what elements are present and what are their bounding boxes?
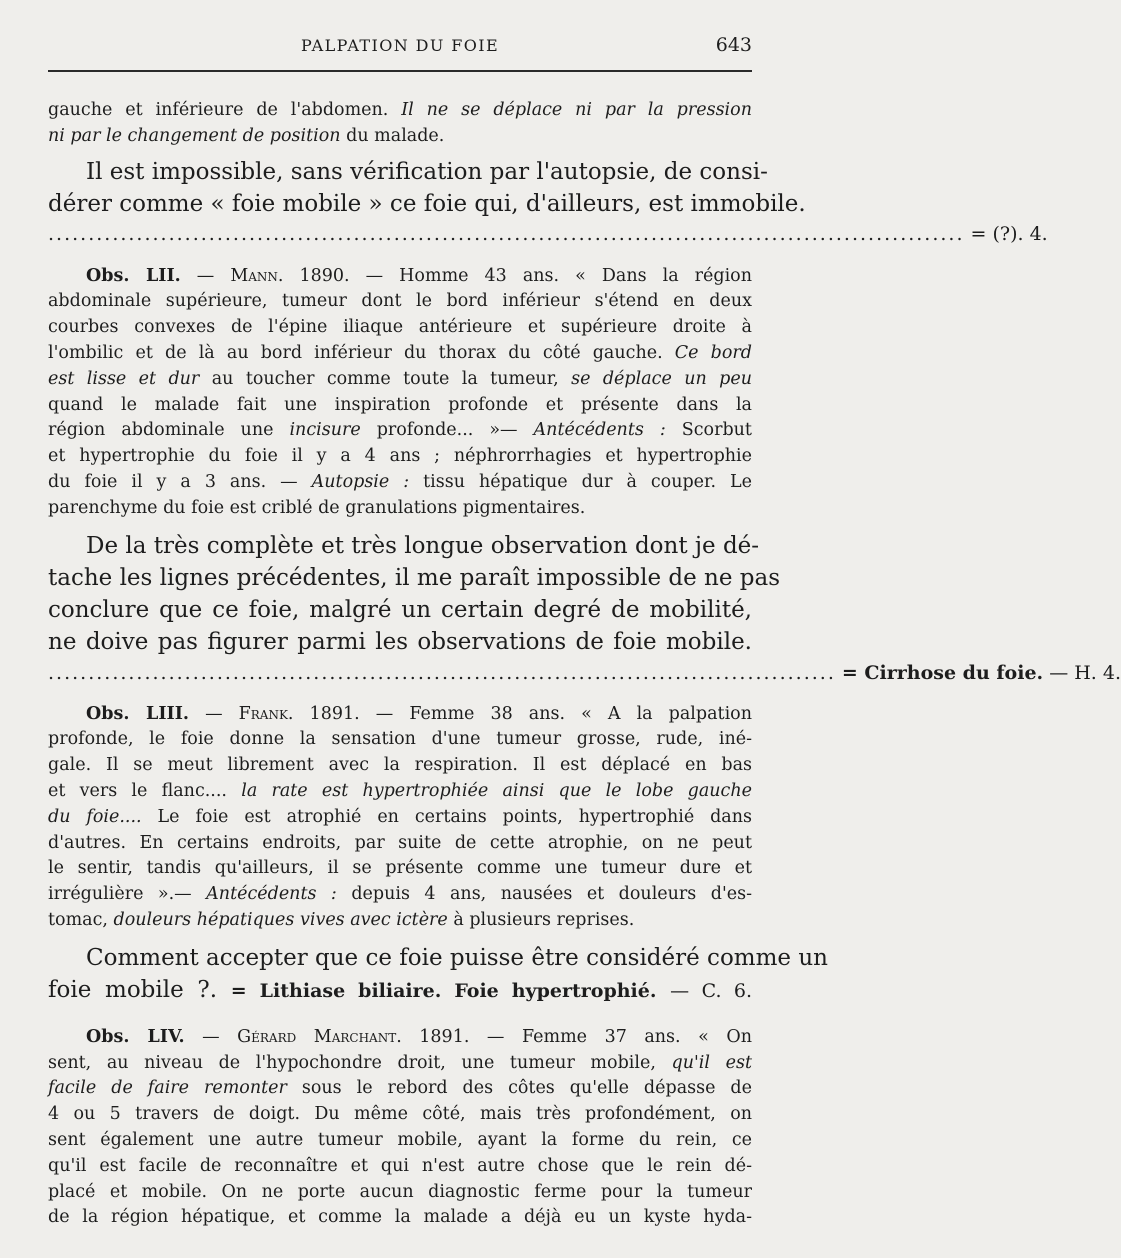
observation-label: Obs. LIII. — [86, 703, 189, 724]
text-line: irrégulière ».— Antécédents : depuis 4 ans, nausées et douleurs d'es- — [48, 884, 752, 905]
text-line: Obs. LIII. — Frank. 1891. — Femme 38 ans. « A la palpation — [86, 703, 752, 724]
text-line: De la très complète et très longue observation dont je dé- — [86, 532, 760, 559]
text-line: l'ombilic et de là au bord inférieur du thorax du côté gauche. Ce bord — [48, 342, 752, 363]
page-body — [48, 98, 1121, 1231]
text-line: qu'il est facile de reconnaître et qui n'est autre chose que le rein dé- — [48, 1155, 752, 1176]
text-line: du foie.... Le foie est atrophié en certains points, hypertrophié dans — [48, 806, 752, 827]
text-line: Obs. LII. — Mann. 1890. — Homme 43 ans. « Dans la région — [86, 265, 752, 286]
text-line: gauche et inférieure de l'abdomen. Il ne se déplace ni par la pression — [48, 100, 752, 120]
text-line: le sentir, tandis qu'ailleurs, il se présente comme une tumeur dure et — [48, 858, 752, 879]
text-line: et vers le flanc.... la rate est hypertrophiée ainsi que le lobe gauche — [48, 780, 752, 801]
leader-dots: .................................................................................................. — [48, 661, 836, 684]
observation-52 — [48, 264, 752, 522]
text-line: d'autres. En certains endroits, par suite de cette atrophie, on ne peut — [48, 832, 752, 853]
observation-label: Obs. LII. — [86, 265, 181, 286]
text-line: parenchyme du foie est criblé de granulations pigmentaires. — [48, 497, 586, 518]
page-number: 643 — [715, 34, 752, 56]
text-line: Obs. LIV. — Gérard Marchant. 1891. — Femme 37 ans. « On — [86, 1026, 752, 1047]
text-line: ne doive pas figurer parmi les observations de foie mobile. — [48, 628, 752, 655]
verdict-line — [48, 658, 1121, 688]
commentary-paragraph — [48, 942, 828, 1007]
verdict: — H. 4. — [1049, 661, 1121, 684]
leader-dots: .................................................................................................................. — [48, 222, 965, 245]
commentary-paragraph — [48, 530, 781, 658]
text-line: tomac, douleurs hépatiques vives avec ictère à plusieurs reprises. — [48, 909, 635, 930]
verdict: — C. 6. — [670, 979, 753, 1002]
verdict: = (?). 4. — [970, 222, 1048, 245]
text-line: Il est impossible, sans vérification par l'autopsie, de consi- — [86, 158, 768, 185]
text-line: abdominale supérieure, tumeur dont le bord inférieur s'étend en deux — [48, 291, 752, 312]
text-line: foie mobile ?. = Lithiase biliaire. Foie hypertrophié. — C. 6. — [48, 976, 753, 1003]
diagnosis: = Cirrhose du foie. — [841, 661, 1044, 684]
text-line: placé et mobile. On ne porte aucun diagnostic ferme pour la tumeur — [48, 1181, 752, 1202]
continued-observation — [48, 98, 752, 150]
page-header — [48, 34, 752, 64]
text-line: facile de faire remonter sous le rebord des côtes qu'elle dépasse de — [48, 1078, 752, 1099]
text-line: tache les lignes précédentes, il me paraît impossible de ne pas — [48, 564, 781, 591]
text-line: du foie il y a 3 ans. — Autopsie : tissu hépatique dur à couper. Le — [48, 471, 752, 492]
diagnosis: = Lithiase biliaire. Foie hypertrophié. — [230, 979, 657, 1002]
text-line: conclure que ce foie, malgré un certain degré de mobilité, — [48, 596, 752, 623]
text-line: ni par le changement de position du malade. — [48, 125, 445, 146]
verdict-line — [48, 220, 1048, 248]
commentary-paragraph — [48, 156, 806, 220]
header-rule — [48, 70, 752, 72]
observation-54 — [48, 1025, 752, 1231]
text-line: sent également une autre tumeur mobile, ayant la forme du rein, ce — [48, 1129, 752, 1150]
text-line: dérer comme « foie mobile » ce foie qui, d'ailleurs, est immobile. — [48, 190, 806, 217]
observation-53 — [48, 702, 752, 934]
text-line: de la région hépatique, et comme la malade a déjà eu un kyste hyda- — [48, 1207, 752, 1228]
text-line: sent, au niveau de l'hypochondre droit, une tumeur mobile, qu'il est — [48, 1052, 752, 1073]
text-line: 4 ou 5 travers de doigt. Du même côté, mais très profondément, on — [48, 1104, 752, 1125]
text-line: courbes convexes de l'épine iliaque antérieure et supérieure droite à — [48, 317, 752, 338]
text-line: est lisse et dur au toucher comme toute la tumeur, se déplace un peu — [48, 368, 752, 389]
text-line: et hypertrophie du foie il y a 4 ans ; néphrorrhagies et hypertrophie — [48, 446, 752, 467]
text-line: profonde, le foie donne la sensation d'une tumeur grosse, rude, iné- — [48, 729, 752, 750]
text-line: gale. Il se meut librement avec la respiration. Il est déplacé en bas — [48, 755, 752, 776]
observation-label: Obs. LIV. — [86, 1026, 185, 1047]
text-line: région abdominale une incisure profonde... »— Antécédents : Scorbut — [48, 420, 752, 441]
running-title: PALPATION DU FOIE — [300, 36, 500, 55]
text-line: Comment accepter que ce foie puisse être considéré comme un — [86, 944, 828, 971]
text-line: quand le malade fait une inspiration profonde et présente dans la — [48, 394, 752, 415]
